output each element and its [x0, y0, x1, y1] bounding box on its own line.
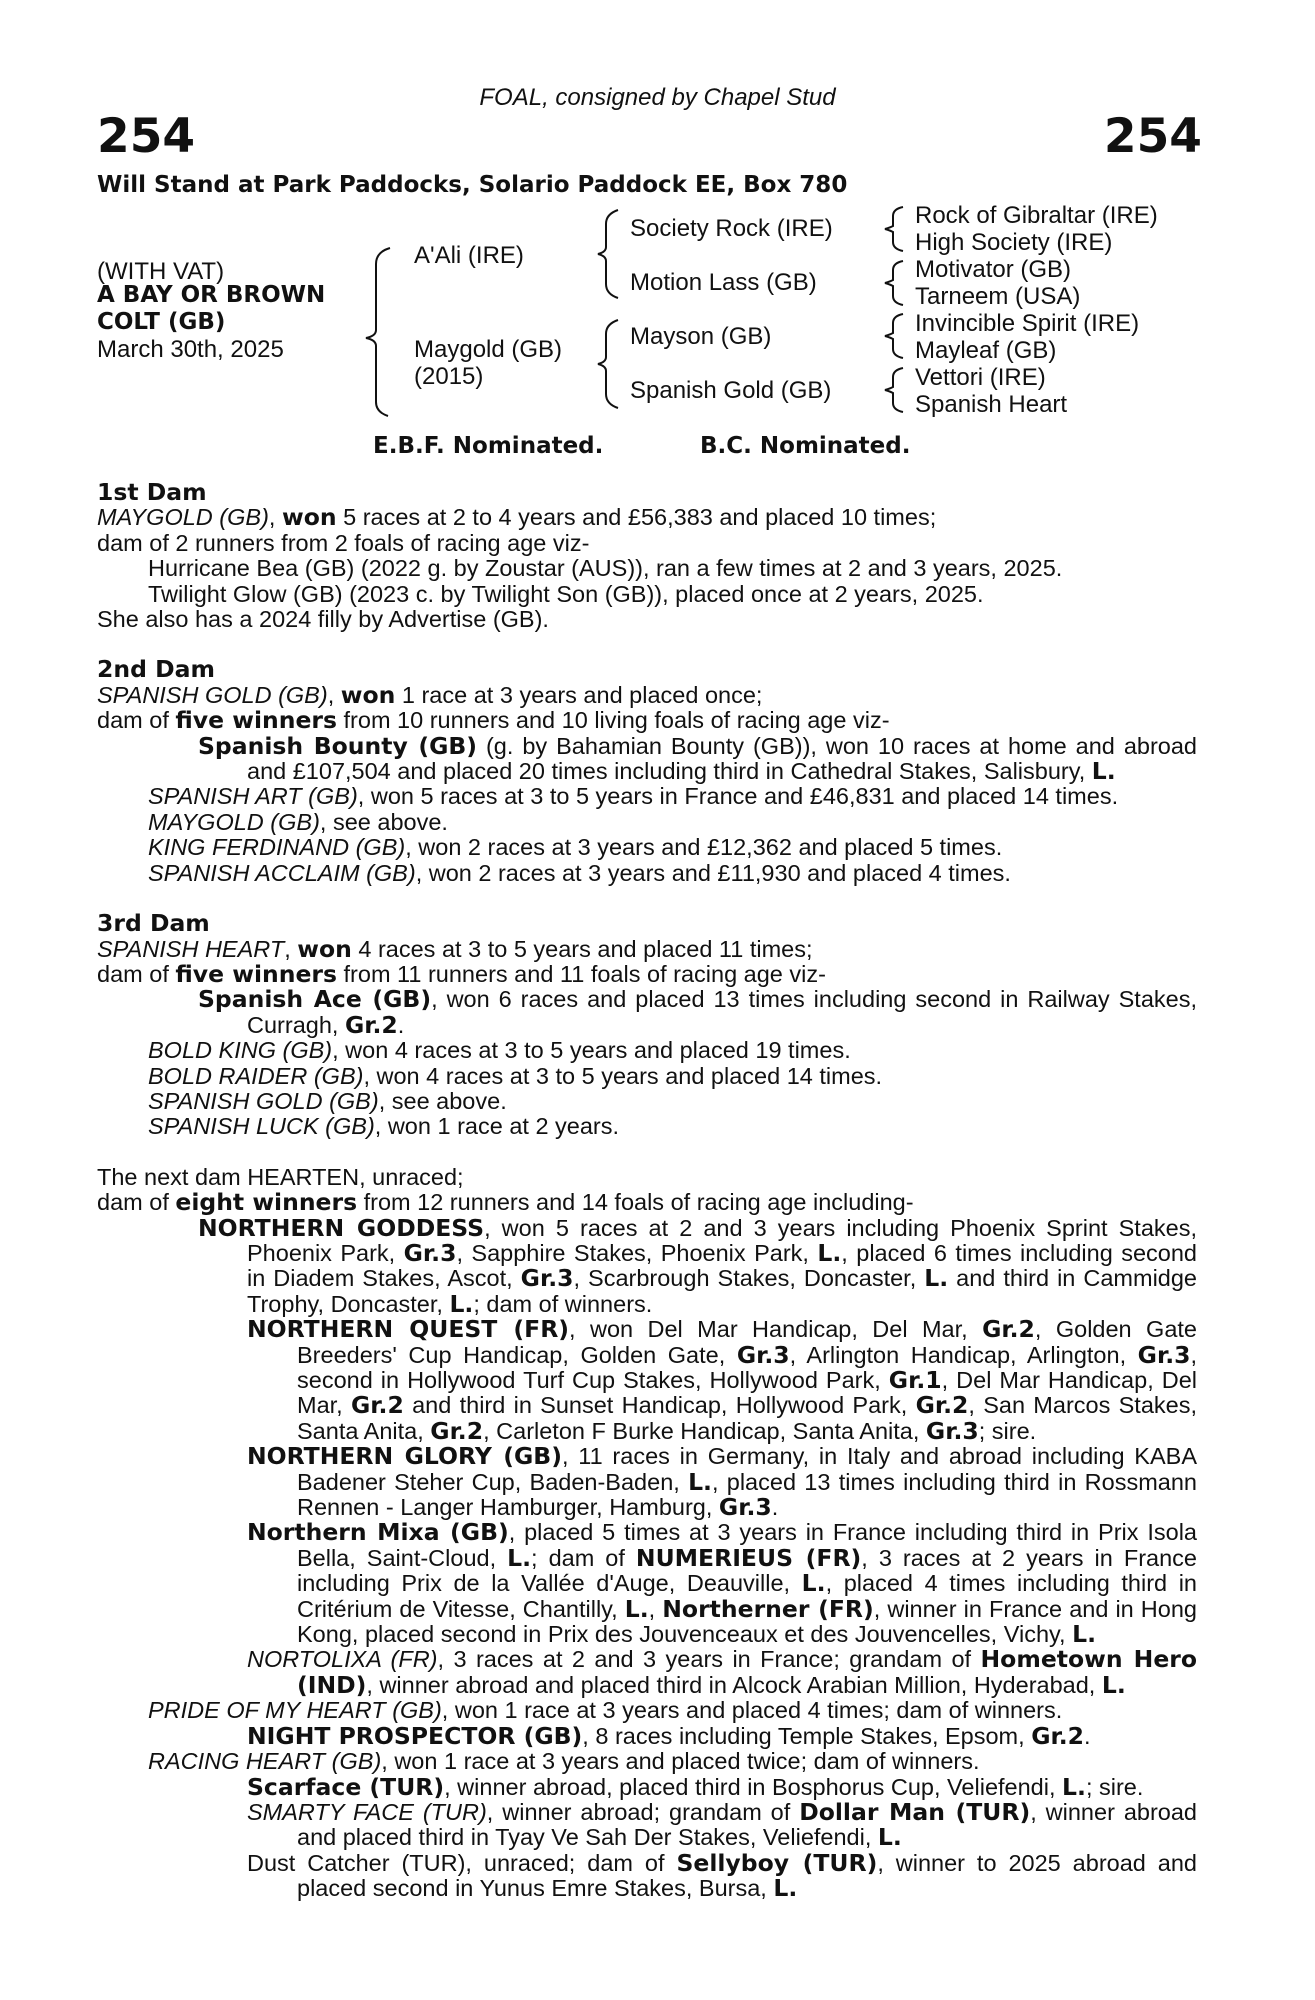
second-dam-heading: 2nd Dam: [97, 655, 215, 684]
lot-number-left: 254: [97, 109, 196, 164]
offspring-entry: NIGHT PROSPECTOR (GB), 8 races including Temple Stakes, Epsom, Gr.2.: [247, 1721, 1091, 1750]
lot-number-right: 254: [1103, 109, 1202, 164]
subject-description-1: A BAY OR BROWN: [97, 282, 326, 308]
second-dam-produce: dam of five winners from 10 runners and 10 living foals of racing age viz-: [97, 706, 890, 735]
second-dam-record: 1 race at 3 years and placed once;: [395, 681, 763, 708]
first-dam-name: MAYGOLD (GB): [97, 504, 269, 531]
offspring-line: Hurricane Bea (GB) (2022 g. by Zoustar (AUS)), ran a few times at 2 and 3 years, 2025.: [148, 555, 1063, 582]
next-dam-line: The next dam HEARTEN, unraced;: [97, 1163, 464, 1190]
sire-sire: Society Rock (IRE): [630, 215, 833, 242]
offspring-entry: NORTOLIXA (FR), 3 races at 2 and 3 years in France; grandam of Hometown Hero (IND), winner abroad and placed third in Alcock Arabian Million, Hyderabad, L.: [247, 1645, 1197, 1699]
first-dam-produce: dam of 2 runners from 2 foals of racing age viz-: [97, 529, 590, 556]
third-dam-produce: dam of five winners from 11 runners and 11 foals of racing age viz-: [97, 959, 826, 988]
second-dam-name: SPANISH GOLD (GB): [97, 681, 328, 708]
vat-note: (WITH VAT): [97, 258, 225, 285]
offspring-entry: PRIDE OF MY HEART (GB), won 1 race at 3 years and placed 4 times; dam of winners.: [148, 1697, 1063, 1724]
consignor-line: FOAL, consigned by Chapel Stud: [479, 84, 836, 111]
foaling-date: March 30th, 2025: [97, 336, 284, 363]
offspring-entry: SMARTY FACE (TUR), winner abroad; grandam of Dollar Man (TUR), winner abroad and placed third in Tyay Ve Sah Der Stakes, Veliefendi, L.: [247, 1797, 1197, 1852]
offspring-entry: SPANISH GOLD (GB), see above.: [148, 1087, 507, 1114]
sire: A'Ali (IRE): [414, 242, 524, 269]
won-label: won: [297, 934, 352, 963]
offspring-entry: BOLD KING (GB), won 4 races at 3 to 5 years and placed 19 times.: [148, 1037, 851, 1064]
offspring-entry: NORTHERN GODDESS, won 5 races at 2 and 3 years including Phoenix Sprint Stakes, Phoenix Park, Gr.3, Sapphire Stakes, Phoenix Park, L., placed 6 times including second in Diadem Stakes, Ascot, Gr.3, Scarbrough Stakes, Doncaster, L. and third in Cammidge Trophy, Doncaster, L.; dam of winners.: [198, 1213, 1197, 1318]
dam-sire-sire: Invincible Spirit (IRE): [915, 310, 1140, 337]
dam-year: (2015): [414, 363, 484, 390]
bc-nominated: B.C. Nominated.: [700, 433, 911, 459]
won-label: won: [281, 503, 337, 532]
third-dam-heading: 3rd Dam: [97, 909, 210, 938]
dam-dam: Spanish Gold (GB): [630, 377, 832, 404]
stand-location: Will Stand at Park Paddocks, Solario Paddock EE, Box 780: [97, 172, 848, 198]
dam-dam-sire: Vettori (IRE): [915, 364, 1046, 391]
offspring-entry: BOLD RAIDER (GB), won 4 races at 3 to 5 years and placed 14 times.: [148, 1062, 883, 1089]
dam-dam-dam: Spanish Heart: [915, 391, 1068, 418]
offspring-entry: SPANISH ACCLAIM (GB), won 2 races at 3 years and £11,930 and placed 4 times.: [148, 859, 1011, 886]
offspring-entry: NORTHERN GLORY (GB), 11 races in Germany, in Italy and abroad including KABA Badener Steher Cup, Baden-Baden, L., placed 13 times including third in Rossmann Rennen - Langer Hamburger, Hamburg, Gr.3.: [247, 1442, 1198, 1522]
offspring-entry: Spanish Ace (GB), won 6 races and placed 13 times including second in Railway Stakes, Curragh, Gr.2.: [198, 985, 1197, 1039]
subject-description-2: COLT (GB): [97, 309, 226, 335]
offspring-line: Twilight Glow (GB) (2023 c. by Twilight Son (GB)), placed once at 2 years, 2025.: [148, 580, 984, 607]
offspring-entry: RACING HEART (GB), won 1 race at 3 years and placed twice; dam of winners.: [148, 1748, 980, 1775]
sire-dam-sire: Motivator (GB): [915, 256, 1072, 283]
sire-dam: Motion Lass (GB): [630, 269, 817, 296]
offspring-entry: NORTHERN QUEST (FR), won Del Mar Handicap, Del Mar, Gr.2, Golden Gate Breeders' Cup Handicap, Golden Gate, Gr.3, Arlington Handicap, Arlington, Gr.3, second in Hollywood Turf Cup Stakes, Hollywood Park, Gr.1, Del Mar Handicap, Del Mar, Gr.2 and third in Sunset Handicap, Hollywood Park, Gr.2, San Marcos Stakes, Santa Anita, Gr.2, Carleton F Burke Handicap, Santa Anita, Gr.3; sire.: [247, 1315, 1198, 1445]
first-dam-record: 5 races at 2 to 4 years and £56,383 and placed 10 times;: [336, 504, 937, 531]
dam-sire-dam: Mayleaf (GB): [915, 337, 1057, 364]
third-dam-record: 4 races at 3 to 5 years and placed 11 times;: [351, 935, 813, 962]
first-dam-also: She also has a 2024 filly by Advertise (GB).: [97, 606, 549, 633]
offspring-entry: KING FERDINAND (GB), won 2 races at 3 years and £12,362 and placed 5 times.: [148, 834, 1003, 861]
ebf-nominated: E.B.F. Nominated.: [373, 433, 604, 459]
dam: Maygold (GB): [414, 336, 563, 363]
offspring-entry: MAYGOLD (GB), see above.: [148, 808, 448, 835]
won-label: won: [340, 680, 396, 709]
offspring-entry: SPANISH LUCK (GB), won 1 race at 2 years.: [148, 1113, 620, 1140]
offspring-entry: Dust Catcher (TUR), unraced; dam of Sellyboy (TUR), winner to 2025 abroad and placed second in Yunus Emre Stakes, Bursa, L.: [247, 1848, 1197, 1903]
first-dam-heading: 1st Dam: [97, 478, 207, 506]
offspring-entry: Spanish Bounty (GB) (g. by Bahamian Bounty (GB)), won 10 races at home and abroad and £107,504 and placed 20 times including third in Cathedral Stakes, Salisbury, L.: [198, 731, 1197, 786]
catalogue-body: 1st Dam MAYGOLD (GB), won 5 races at 2 to 4 years and £56,383 and placed 10 times; dam of 2 runners from 2 foals of racing age viz- Hurricane Bea (GB) (2022 g. by Zoustar (AUS)), ran a few times at 2 and 3 years, 2025. Twilight Glow (GB) (2023 c. by Twilight Son (GB)), placed once at 2 years, 2025. She also has a 2024 filly by Advertise (GB). 2nd Dam SPANISH GOLD (GB), won 1 race at 3 years and placed once; dam of five winners from 10 runners and 10 living foals of racing age viz- Spanish Bounty (GB) (g. by Bahamian Bounty (GB)), won 10 races at home and abroad and £107,504 and placed 20 times including third in Cathedral Stakes, Salisbury, L. SPANISH ART (GB), won 5 races at 3 to 5 years in France and £46,831 and placed 14 times. MAYGOLD (GB), see above. KING FERDINAND (GB), won 2 races at 3 years and £12,362 and placed 5 times. SPANISH ACCLAIM (GB), won 2 races at 3 years and £11,930 and placed 4 times. 3rd Dam SPANISH HEART, won 4 races at 3 to 5 years and placed 11 times; dam of five winners from 11 runners and 11 foals of racing age viz- Spanish Ace (GB), won 6 races and placed 13 times including second in Railway Stakes, Curragh, Gr.2. BOLD KING (GB), won 4 races at 3 to 5 years and placed 19 times. BOLD RAIDER (GB), won 4 races at 3 to 5 years and placed 14 times. SPANISH GOLD (GB), see above. SPANISH LUCK (GB), won 1 race at 2 years. The next dam HEARTEN, unraced; dam of eight winners from 12 runners and 14 foals of racing age including- NORTHERN GODDESS, won 5 races at 2 and 3 years including Phoenix Sprint Stakes, Phoenix Park, Gr.3, Sapphire Stakes, Phoenix Park, L., placed 6 times including second in Diadem Stakes, Ascot, Gr.3, Scarbrough Stakes, Doncaster, L. and third in Cammidge Trophy, Doncaster, L.; dam of winners. NORTHERN QUEST (FR), won Del Mar Handicap, Del Mar, Gr.2, Golden Gate Breeders' Cup Handicap, Golden Gate, Gr.3, Arlington Handicap, Arlington, Gr.3, second in Hollywood Turf Cup Stakes, Hollywood Park, Gr.1, Del Mar Handicap, Del Mar, Gr.2 and third in Sunset Handicap, Hollywood Park, Gr.2, San Marcos Stakes, Santa Anita, Gr.2, Carleton F Burke Handicap, Santa Anita, Gr.3; sire. NORTHERN GLORY (GB), 11 races in Germany, in Italy and abroad including KABA Badener Steher Cup, Baden-Baden, L., placed 13 times including third in Rossmann Rennen - Langer Hamburger, Hamburg, Gr.3. Northern Mixa (GB), placed 5 times at 3 years in France including third in Prix Isola Bella, Saint-Cloud, L.; dam of NUMERIEUS (FR), 3 races at 2 years in France including Prix de la Vallée d'Auge, Deauville, L., placed 4 times including third in Critérium de Vitesse, Chantilly, L., Northerner (FR), winner in France and in Hong Kong, placed second in Prix des Jouvenceaux et des Jouvencelles, Vichy, L. NORTOLIXA (FR), 3 races at 2 and 3 years in France; grandam of Hometown Hero (IND), winner abroad and placed third in Alcock Arabian Million, Hyderabad, L. PRIDE OF MY HEART (GB), won 1 race at 3 years and placed 4 times; dam of winners. NIGHT PROSPECTOR (GB), 8 races including Temple Stakes, Epsom, Gr.2. RACING HEART (GB), won 1 race at 3 years and placed twice; dam of winners. Scarface (TUR), winner abroad, placed third in Bosphorus Cup, Veliefendi, L.; sire. SMARTY FACE (TUR), winner abroad; grandam of Dollar Man (TUR), winner abroad and placed third in Tyay Ve Sah Der Stakes, Veliefendi, L. Dust Catcher (TUR), unraced; dam of Sellyboy (TUR), winner to 2025 abroad and placed second in Yunus Emre Stakes, Bursa, L.: [97, 478, 1198, 1903]
offspring-entry: Northern Mixa (GB), placed 5 times at 3 years in France including third in Prix Isola Bella, Saint-Cloud, L.; dam of NUMERIEUS (FR), 3 races at 2 years in France including Prix de la Vallée d'Auge, Deauville, L., placed 4 times including third in Critérium de Vitesse, Chantilly, L., Northerner (FR), winner in France and in Hong Kong, placed second in Prix des Jouvenceaux et des Jouvencelles, Vichy, L.: [247, 1518, 1197, 1649]
sire-sire-sire: Rock of Gibraltar (IRE): [915, 202, 1158, 229]
offspring-entry: SPANISH ART (GB), won 5 races at 3 to 5 years in France and £46,831 and placed 14 times.: [148, 783, 1119, 810]
third-dam-name: SPANISH HEART: [97, 935, 285, 962]
dam-sire: Mayson (GB): [630, 323, 772, 350]
sire-sire-dam: High Society (IRE): [915, 229, 1113, 256]
offspring-entry: Scarface (TUR), winner abroad, placed third in Bosphorus Cup, Veliefendi, L.; sire.: [247, 1772, 1144, 1801]
next-dam-produce: dam of eight winners from 12 runners and 14 foals of racing age including-: [97, 1188, 914, 1217]
sire-dam-dam: Tarneem (USA): [915, 283, 1081, 310]
